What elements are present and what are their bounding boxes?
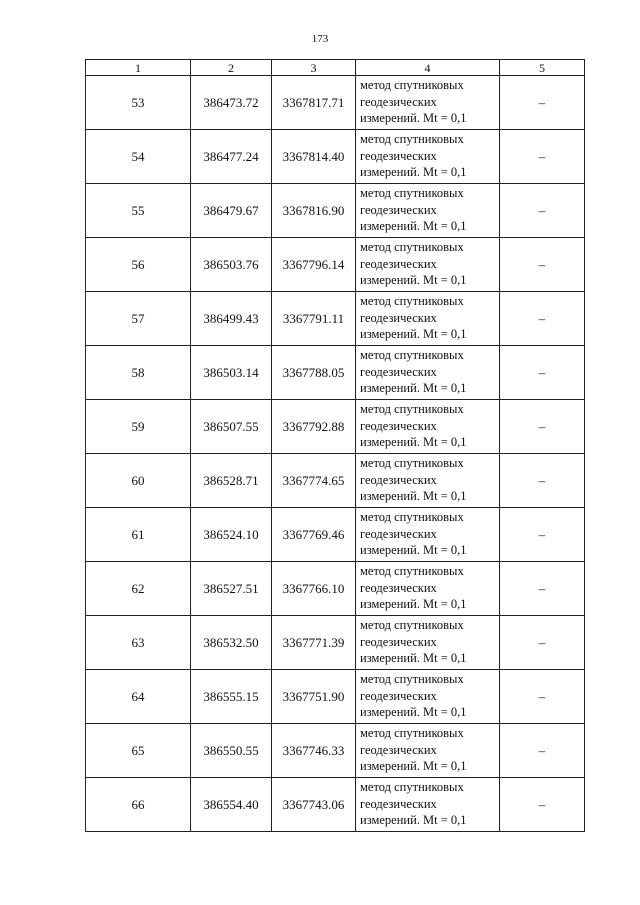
column-header-3: 3 xyxy=(272,60,356,76)
method-line-3: измерений. Mt = 0,1 xyxy=(360,219,467,233)
method-cell xyxy=(356,130,500,184)
table-row xyxy=(86,76,585,130)
method-line-2: геодезических xyxy=(360,796,437,811)
note-cell: – xyxy=(500,238,585,292)
note-cell: – xyxy=(500,778,585,832)
point-number: 56 xyxy=(86,238,191,292)
method-line-1: метод спутниковых xyxy=(360,348,464,362)
coordinate-x: 386473.72 xyxy=(191,76,272,130)
method-cell xyxy=(356,454,500,508)
table-body xyxy=(86,76,585,832)
method-cell xyxy=(356,292,500,346)
note-cell: – xyxy=(500,292,585,346)
page-number: 173 xyxy=(311,33,329,45)
table-row xyxy=(86,238,585,292)
table-row xyxy=(86,346,585,400)
method-line-3: измерений. Mt = 0,1 xyxy=(360,759,467,773)
coordinate-y: 3367769.46 xyxy=(272,508,356,562)
point-number: 61 xyxy=(86,508,191,562)
method-cell xyxy=(356,778,500,832)
method-line-1: метод спутниковых xyxy=(360,618,464,632)
column-header-2: 2 xyxy=(191,60,272,76)
table-row xyxy=(86,616,585,670)
table-row xyxy=(86,184,585,238)
note-cell: – xyxy=(500,184,585,238)
coordinate-x: 386528.71 xyxy=(191,454,272,508)
method-line-3: измерений. Mt = 0,1 xyxy=(360,543,467,557)
method-line-3: измерений. Mt = 0,1 xyxy=(360,813,467,827)
method-line-3: измерений. Mt = 0,1 xyxy=(360,381,467,395)
method-line-3: измерений. Mt = 0,1 xyxy=(360,489,467,503)
note-cell: – xyxy=(500,508,585,562)
coordinate-x: 386479.67 xyxy=(191,184,272,238)
coordinate-y: 3367796.14 xyxy=(272,238,356,292)
coordinate-y: 3367788.05 xyxy=(272,346,356,400)
method-line-2: геодезических xyxy=(360,580,437,595)
method-line-1: метод спутниковых xyxy=(360,780,464,794)
method-line-1: метод спутниковых xyxy=(360,78,464,92)
method-cell xyxy=(356,562,500,616)
method-line-2: геодезических xyxy=(360,310,437,325)
method-cell xyxy=(356,238,500,292)
method-line-1: метод спутниковых xyxy=(360,402,464,416)
method-line-2: геодезических xyxy=(360,94,437,109)
method-line-1: метод спутниковых xyxy=(360,564,464,578)
method-line-2: геодезических xyxy=(360,256,437,271)
coordinate-x: 386532.50 xyxy=(191,616,272,670)
method-line-3: измерений. Mt = 0,1 xyxy=(360,705,467,719)
point-number: 57 xyxy=(86,292,191,346)
method-line-2: геодезических xyxy=(360,364,437,379)
coordinate-y: 3367792.88 xyxy=(272,400,356,454)
point-number: 64 xyxy=(86,670,191,724)
method-line-3: измерений. Mt = 0,1 xyxy=(360,165,467,179)
note-cell: – xyxy=(500,346,585,400)
coordinate-y: 3367816.90 xyxy=(272,184,356,238)
method-line-3: измерений. Mt = 0,1 xyxy=(360,111,467,125)
coordinate-y: 3367771.39 xyxy=(272,616,356,670)
coordinate-y: 3367766.10 xyxy=(272,562,356,616)
method-line-1: метод спутниковых xyxy=(360,294,464,308)
coordinate-y: 3367814.40 xyxy=(272,130,356,184)
note-cell: – xyxy=(500,616,585,670)
method-line-2: геодезических xyxy=(360,148,437,163)
method-line-3: измерений. Mt = 0,1 xyxy=(360,273,467,287)
coordinate-x: 386555.15 xyxy=(191,670,272,724)
table-row xyxy=(86,562,585,616)
method-line-2: геодезических xyxy=(360,634,437,649)
point-number: 60 xyxy=(86,454,191,508)
column-header-4: 4 xyxy=(356,60,500,76)
coordinate-x: 386503.14 xyxy=(191,346,272,400)
method-line-3: измерений. Mt = 0,1 xyxy=(360,597,467,611)
table-row xyxy=(86,292,585,346)
method-cell xyxy=(356,76,500,130)
method-line-3: измерений. Mt = 0,1 xyxy=(360,651,467,665)
table-row xyxy=(86,400,585,454)
note-cell: – xyxy=(500,400,585,454)
coordinate-x: 386527.51 xyxy=(191,562,272,616)
method-line-2: геодезических xyxy=(360,202,437,217)
table-row xyxy=(86,724,585,778)
coordinate-y: 3367751.90 xyxy=(272,670,356,724)
method-line-1: метод спутниковых xyxy=(360,456,464,470)
point-number: 58 xyxy=(86,346,191,400)
coordinate-x: 386554.40 xyxy=(191,778,272,832)
coordinate-y: 3367743.06 xyxy=(272,778,356,832)
method-line-2: геодезических xyxy=(360,418,437,433)
method-line-2: геодезических xyxy=(360,472,437,487)
method-line-2: геодезических xyxy=(360,742,437,757)
table-row xyxy=(86,508,585,562)
note-cell: – xyxy=(500,130,585,184)
point-number: 59 xyxy=(86,400,191,454)
coordinates-table xyxy=(85,59,585,832)
method-line-1: метод спутниковых xyxy=(360,510,464,524)
note-cell: – xyxy=(500,670,585,724)
coordinate-x: 386524.10 xyxy=(191,508,272,562)
point-number: 54 xyxy=(86,130,191,184)
note-cell: – xyxy=(500,454,585,508)
coordinate-x: 386503.76 xyxy=(191,238,272,292)
point-number: 65 xyxy=(86,724,191,778)
method-line-1: метод спутниковых xyxy=(360,726,464,740)
coordinate-x: 386477.24 xyxy=(191,130,272,184)
coordinate-x: 386507.55 xyxy=(191,400,272,454)
point-number: 62 xyxy=(86,562,191,616)
point-number: 53 xyxy=(86,76,191,130)
method-cell xyxy=(356,616,500,670)
coordinate-x: 386550.55 xyxy=(191,724,272,778)
coordinate-y: 3367774.65 xyxy=(272,454,356,508)
coordinate-y: 3367746.33 xyxy=(272,724,356,778)
table-row xyxy=(86,130,585,184)
point-number: 55 xyxy=(86,184,191,238)
method-line-1: метод спутниковых xyxy=(360,132,464,146)
table-row xyxy=(86,670,585,724)
method-line-3: измерений. Mt = 0,1 xyxy=(360,327,467,341)
method-line-1: метод спутниковых xyxy=(360,186,464,200)
table-header-row xyxy=(86,60,585,76)
method-line-2: геодезических xyxy=(360,526,437,541)
column-header-5: 5 xyxy=(500,60,585,76)
method-cell xyxy=(356,508,500,562)
note-cell: – xyxy=(500,76,585,130)
method-cell xyxy=(356,670,500,724)
column-header-1: 1 xyxy=(86,60,191,76)
method-cell xyxy=(356,184,500,238)
method-cell xyxy=(356,400,500,454)
point-number: 66 xyxy=(86,778,191,832)
coordinate-y: 3367791.11 xyxy=(272,292,356,346)
method-line-1: метод спутниковых xyxy=(360,672,464,686)
method-cell xyxy=(356,724,500,778)
method-cell xyxy=(356,346,500,400)
coordinate-y: 3367817.71 xyxy=(272,76,356,130)
note-cell: – xyxy=(500,562,585,616)
point-number: 63 xyxy=(86,616,191,670)
table-row xyxy=(86,454,585,508)
table-row xyxy=(86,778,585,832)
method-line-1: метод спутниковых xyxy=(360,240,464,254)
coordinate-x: 386499.43 xyxy=(191,292,272,346)
note-cell: – xyxy=(500,724,585,778)
method-line-2: геодезических xyxy=(360,688,437,703)
method-line-3: измерений. Mt = 0,1 xyxy=(360,435,467,449)
